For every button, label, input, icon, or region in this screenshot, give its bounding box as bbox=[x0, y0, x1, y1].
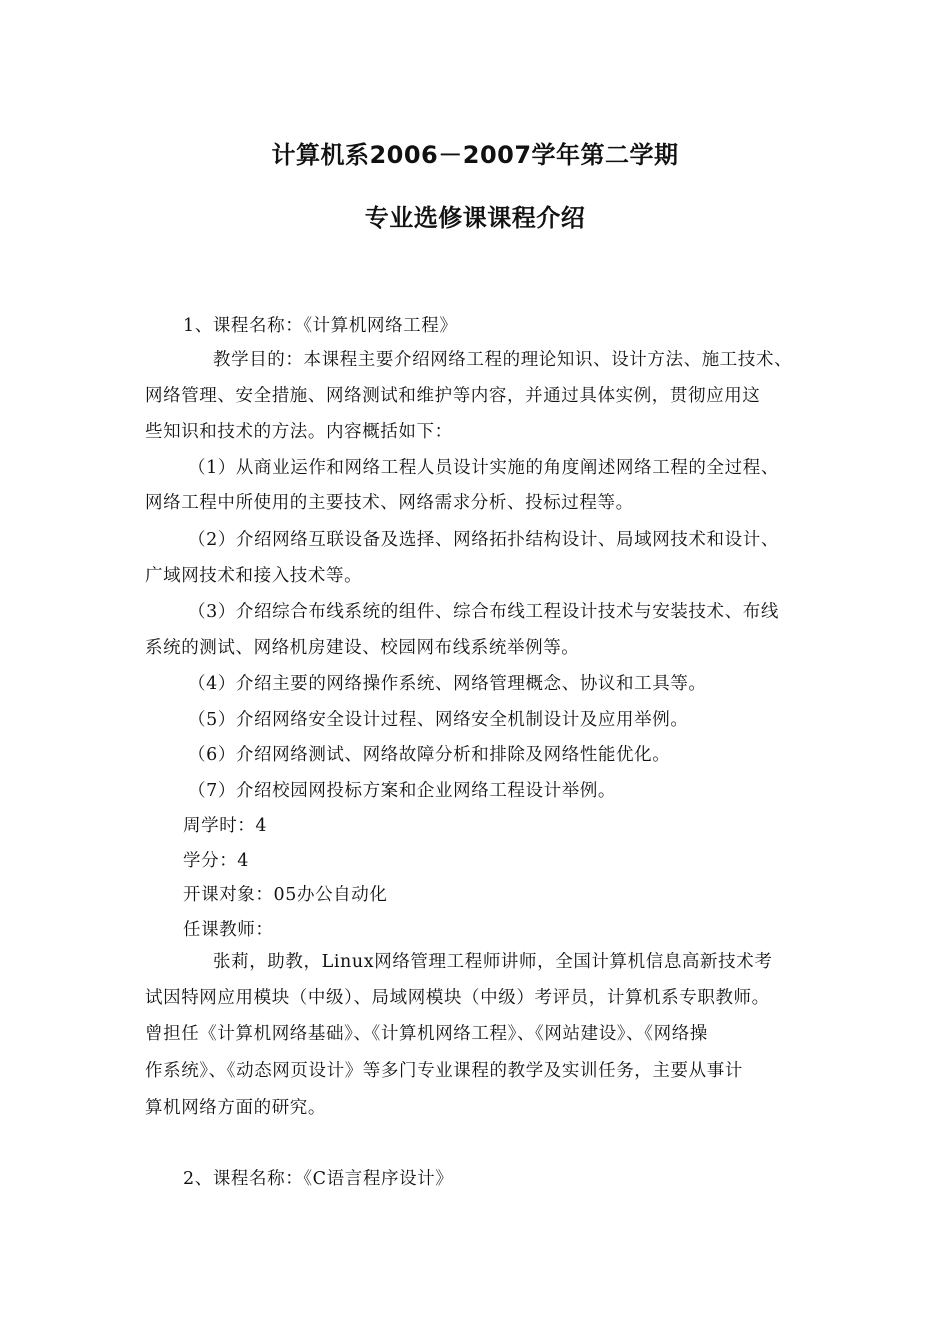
course-1-teacher-bio-line: 算机网络方面的研究。 bbox=[145, 1098, 326, 1118]
document-subtitle: 专业选修课课程介绍 bbox=[364, 204, 586, 232]
course-1-item-line: （4）介绍主要的网络操作系统、网络管理概念、协议和工具等。 bbox=[188, 674, 707, 694]
course-1-item-line: 网络工程中所使用的主要技术、网络需求分析、投标过程等。 bbox=[145, 493, 634, 513]
course-1-teacher-label: 任课教师： bbox=[183, 920, 274, 940]
course-1-item-line: 系统的测试、网络机房建设、校园网布线系统举例等。 bbox=[145, 638, 580, 658]
course-2-name: 2、课程名称：《C语言程序设计》 bbox=[183, 1169, 454, 1189]
course-1-item-line: （7）介绍校园网投标方案和企业网络工程设计举例。 bbox=[188, 781, 617, 801]
course-1-credits: 学分：4 bbox=[183, 851, 250, 871]
course-1-teacher-bio-line: 作系统》、《动态网页设计》等多门专业课程的教学及实训任务，主要从事计 bbox=[145, 1061, 743, 1081]
course-1-teacher-bio-line: 曾担任《计算机网络基础》、《计算机网络工程》、《网站建设》、《网络操 bbox=[145, 1024, 708, 1044]
course-1-teacher-bio-line: 张莉，助教，Linux网络管理工程师讲师，全国计算机信息高新技术考 bbox=[213, 952, 773, 972]
course-1-purpose-line: 教学目的：本课程主要介绍网络工程的理论知识、设计方法、施工技术、 bbox=[213, 350, 793, 370]
course-1-teacher-bio-line: 试因特网应用模块（中级）、局域网模块（中级）考评员，计算机系专职教师。 bbox=[145, 988, 770, 1008]
course-1-audience: 开课对象：05办公自动化 bbox=[183, 885, 388, 905]
course-1-weekly-hours: 周学时：4 bbox=[183, 816, 268, 836]
document-title: 计算机系2006－2007学年第二学期 bbox=[271, 141, 679, 169]
course-1-item-line: （5）介绍网络安全设计过程、网络安全机制设计及应用举例。 bbox=[188, 710, 689, 730]
course-1-item-line: 广域网技术和接入技术等。 bbox=[145, 566, 363, 586]
course-1-name: 1、课程名称：《计算机网络工程》 bbox=[183, 316, 458, 336]
course-1-item-line: （3）介绍综合布线系统的组件、综合布线工程设计技术与安装技术、布线 bbox=[188, 602, 779, 622]
course-1-item-line: （2）介绍网络互联设备及选择、网络拓扑结构设计、局域网技术和设计、 bbox=[188, 530, 779, 550]
course-1-item-line: （6）介绍网络测试、网络故障分析和排除及网络性能优化。 bbox=[188, 745, 671, 765]
course-1-purpose-line: 些知识和技术的方法。内容概括如下： bbox=[145, 422, 453, 442]
course-1-purpose-line: 网络管理、安全措施、网络测试和维护等内容，并通过具体实例，贯彻应用这 bbox=[145, 386, 761, 406]
course-1-item-line: （1）从商业运作和网络工程人员设计实施的角度阐述网络工程的全过程、 bbox=[188, 458, 779, 478]
